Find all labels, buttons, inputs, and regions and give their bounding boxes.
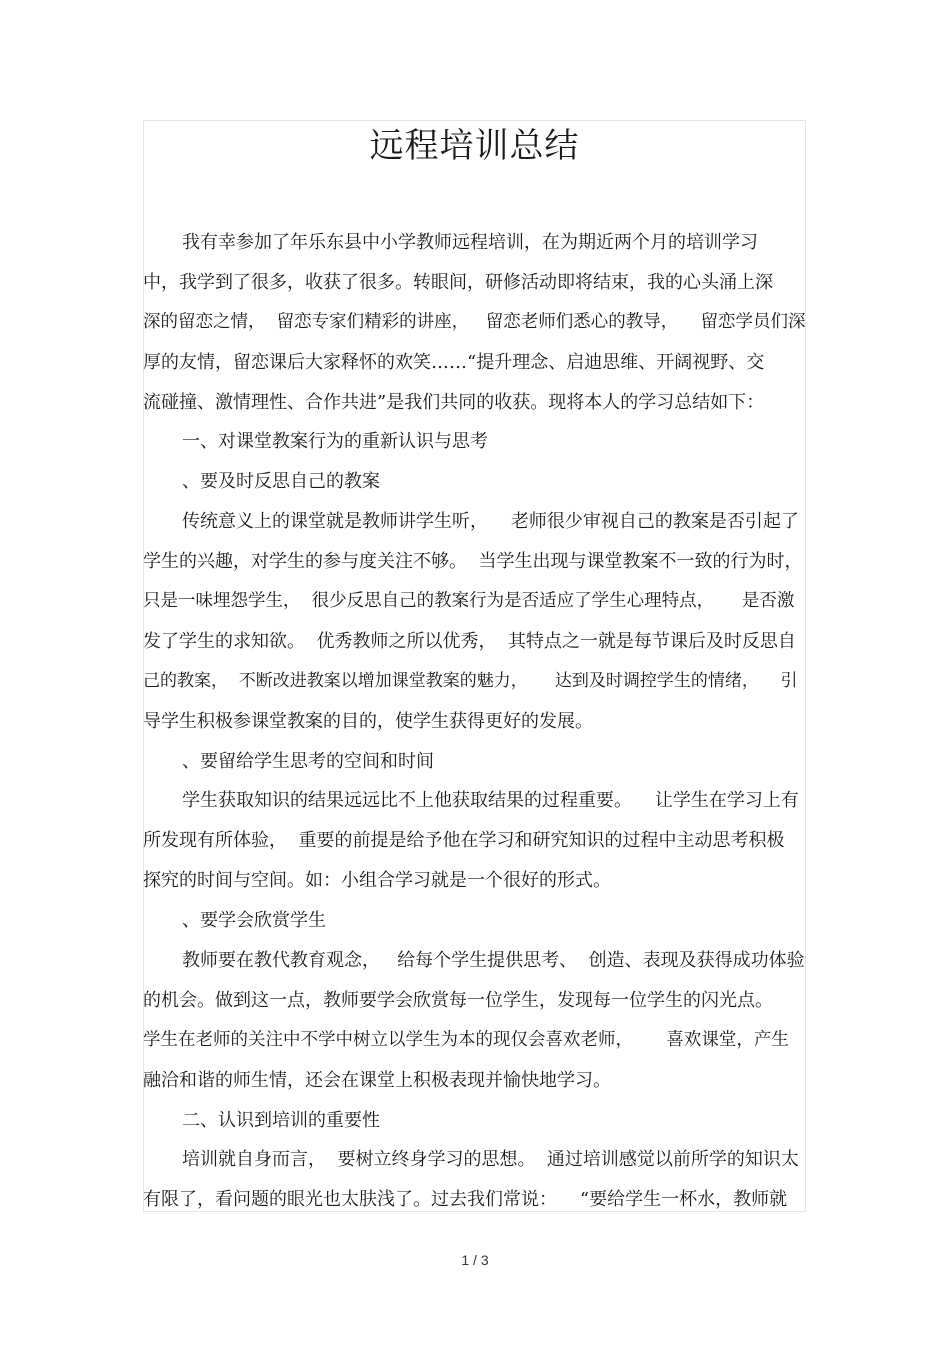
body-line: 融洽和谐的师生情，还会在课堂上积极表现并愉快地学习。 <box>143 1069 611 1091</box>
body-line: 导学生积极参课堂教案的目的，使学生获得更好的发展。 <box>143 710 593 732</box>
body-line: 的机会。做到这一点，教师要学会欣赏每一位学生，发现每一位学生的闪光点。 <box>143 989 773 1011</box>
body-line: 深的留恋之情， 留恋专家们精彩的讲座， 留恋老师们悉心的教导， 留恋学员们深 <box>143 311 806 332</box>
body-line: 流碰撞、激情理性、合作共进”是我们共同的收获。现将本人的学习总结如下： <box>143 391 765 413</box>
body-line: 学生的兴趣，对学生的参与度关注不够。 当学生出现与课堂教案不一致的行为时， <box>143 551 803 573</box>
body-line: 厚的友情，留恋课后大家释怀的欢笑……“提升理念、启迪思维、开阔视野、交 <box>143 351 765 373</box>
body-line: 学生获取知识的结果远远比不上他获取结果的过程重要。 让学生在学习上有 <box>182 790 799 812</box>
document-body <box>143 223 806 1210</box>
body-line: 发了学生的求知欲。 优秀教师之所以优秀， 其特点之一就是每节课后及时反思自 <box>143 630 796 652</box>
section-heading: 二、认识到培训的重要性 <box>182 1109 380 1131</box>
body-line: 己的教案， 不断改进教案以增加课堂教案的魅力， 达到及时调控学生的情绪， 引 <box>143 670 798 691</box>
body-line: 传统意义上的课堂就是教师讲学生听， 老师很少审视自己的教案是否引起了 <box>182 511 799 533</box>
document-title: 远程培训总结 <box>369 126 580 166</box>
body-line: 探究的时间与空间。如：小组合学习就是一个很好的形式。 <box>143 870 611 892</box>
body-line: 我有幸参加了年乐东县中小学教师远程培训，在为期近两个月的培训学习 <box>182 232 758 253</box>
subsection-heading: 、要及时反思自己的教案 <box>182 471 380 493</box>
body-line: 只是一味埋怨学生， 很少反思自己的教案行为是否适应了学生心理特点， 是否激 <box>143 591 795 612</box>
body-line: 学生在老师的关注中不学中树立以学生为本的现仅会喜欢老师， 喜欢课堂，产生 <box>143 1029 789 1050</box>
body-line: 有限了，看问题的眼光也太肤浅了。过去我们常说： “要给学生一杯水，教师就 <box>143 1189 788 1210</box>
body-line: 中，我学到了很多，收获了很多。转眼间，研修活动即将结束，我的心头涌上深 <box>143 271 773 293</box>
page-number: 1 / 3 <box>461 1252 489 1268</box>
body-line: 培训就自身而言， 要树立终身学习的思想。 通过培训感觉以前所学的知识太 <box>182 1149 799 1171</box>
body-line: 教师要在教代教育观念， 给每个学生提供思考、 创造、表现及获得成功体验 <box>182 950 805 972</box>
body-line: 所发现有所体验， 重要的前提是给予他在学习和研究知识的过程中主动思考积极 <box>143 830 785 852</box>
section-heading: 一、对课堂教案行为的重新认识与思考 <box>182 431 488 453</box>
subsection-heading: 、要留给学生思考的空间和时间 <box>182 750 434 772</box>
subsection-heading: 、要学会欣赏学生 <box>182 910 326 932</box>
